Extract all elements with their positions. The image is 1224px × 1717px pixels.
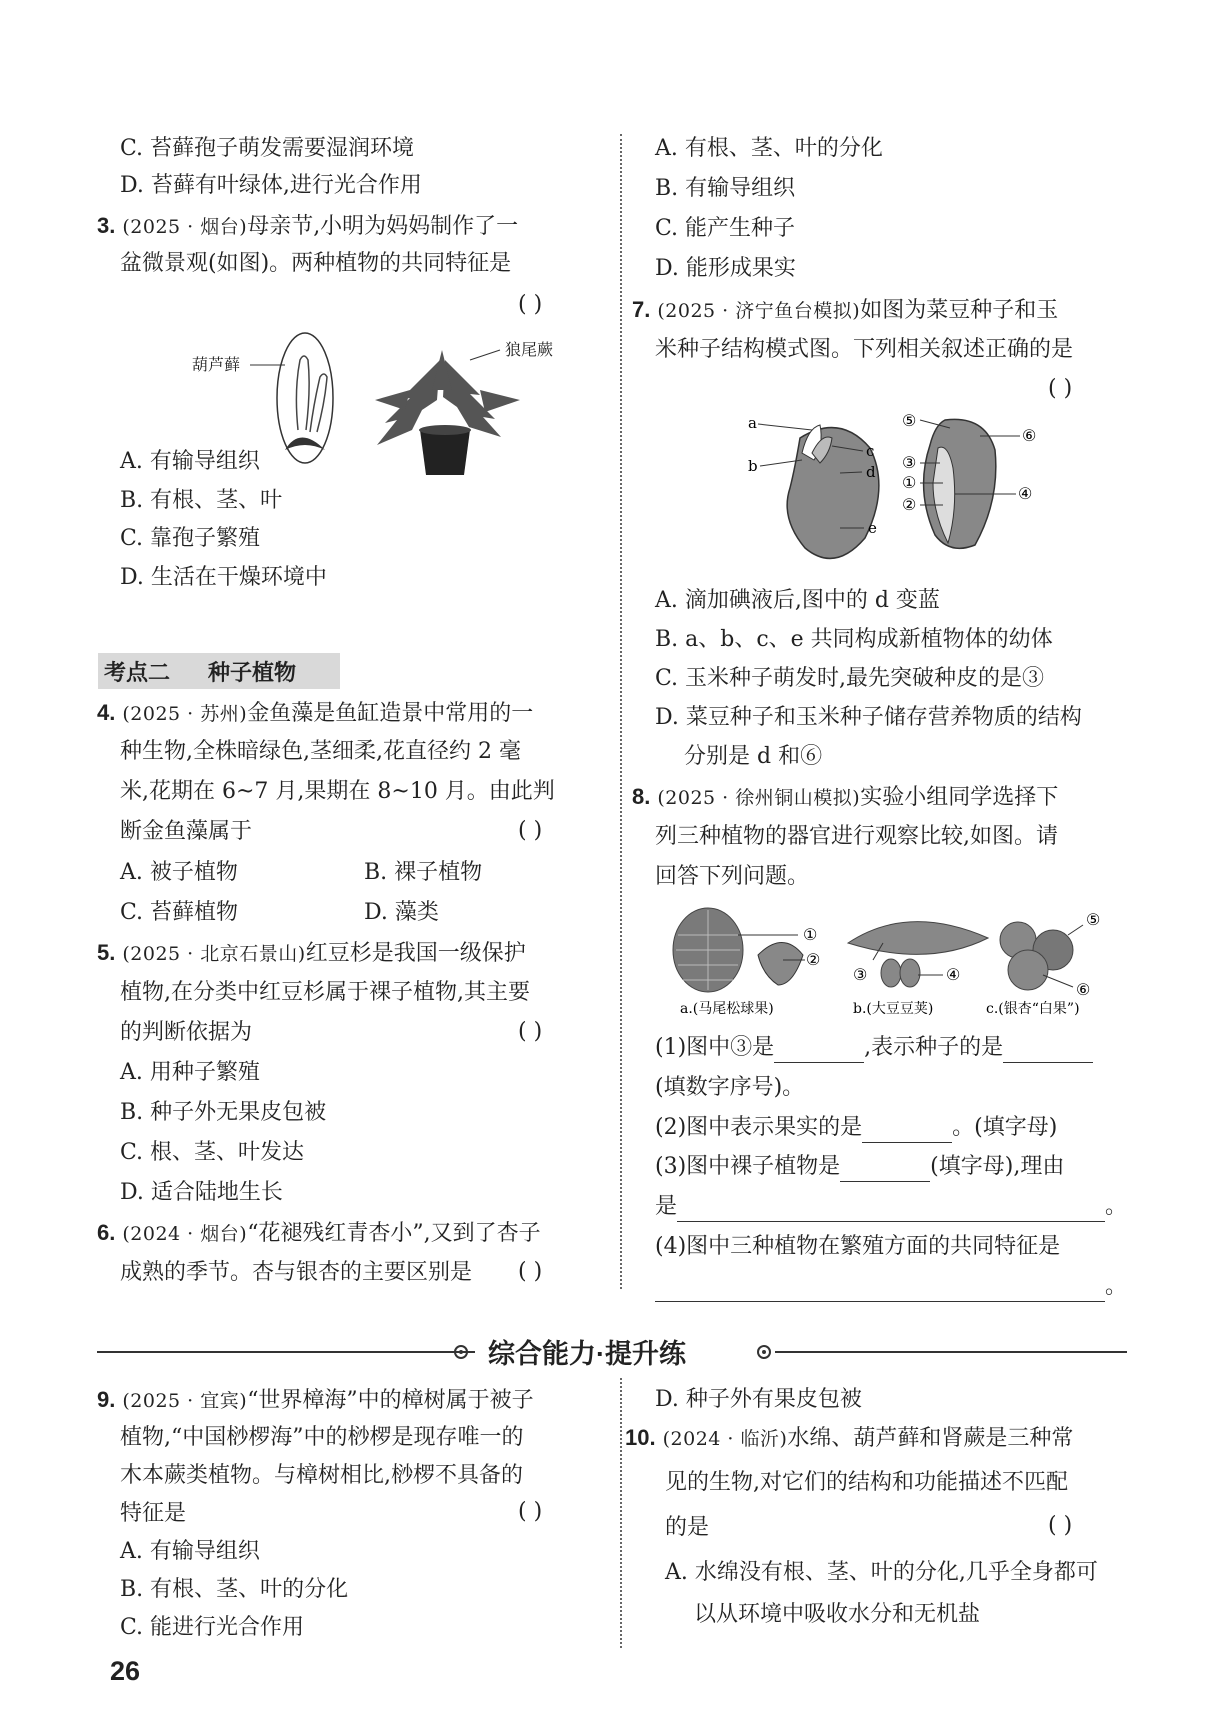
q3-text-1: 母亲节,小明为妈妈制作了一 [247, 214, 519, 239]
q7-option-d-2: 分别是 d 和⑥ [684, 744, 823, 769]
q10-source: (2024 · 临沂) [662, 1428, 788, 1450]
q5-option-a: A. 用种子繁殖 [120, 1060, 260, 1085]
q7-answer-bracket: ( ) [1048, 376, 1073, 401]
q6-number: 6 [97, 1220, 110, 1245]
q8-organ-figure [668, 905, 1128, 1020]
q9-option-a: A. 有输导组织 [120, 1539, 260, 1564]
q8-mark-2: ② [806, 950, 821, 969]
q6-text-2: 成熟的季节。杏与银杏的主要区别是 [120, 1260, 473, 1285]
fern-label: 狼尾蕨 [505, 340, 554, 359]
q7-option-c: C. 玉米种子萌发时,最先突破种皮的是③ [655, 666, 1045, 691]
q9-stem: 9. (2025 · 宜宾)“世界樟海”中的樟树属于被子 [97, 1387, 534, 1413]
q8-mark-5: ⑤ [1086, 910, 1101, 929]
q9-answer-bracket: ( ) [518, 1499, 543, 1524]
column-divider-top [620, 134, 622, 1289]
q8-stem: 8. (2025 · 徐州铜山模拟)实验小组同学选择下 [632, 784, 1059, 810]
q4-option-d: D. 藻类 [364, 900, 439, 925]
q9-source: (2025 · 宜宾) [122, 1390, 248, 1412]
q4-stem: 4. (2025 · 苏州)金鱼藻是鱼缸造景中常用的一 [97, 700, 534, 726]
q5-text-1: 红豆杉是我国一级保护 [305, 941, 526, 966]
page-number: 26 [110, 1656, 141, 1686]
q4-text-3: 米,花期在 6~7 月,果期在 8~10 月。由此判 [120, 779, 555, 804]
q8-blank-6[interactable] [655, 1277, 1105, 1302]
q8-caption-b: b.(大豆豆荚) [853, 1001, 934, 1017]
q7-text-1: 如图为菜豆种子和玉 [860, 298, 1059, 323]
q8-part-2: (2)图中表示果实的是 。(填字母) [655, 1113, 1057, 1143]
q8-part-1: (1)图中③是 ,表示种子的是 [655, 1033, 1093, 1063]
q8-blank-2[interactable] [1003, 1038, 1093, 1063]
banner-rule-left [97, 1351, 475, 1353]
section-tag: 考点二 [104, 660, 171, 685]
q7-seed-diagram [740, 408, 1050, 568]
q2-option-c: C. 苔藓孢子萌发需要湿润环境 [120, 136, 415, 161]
q3-number: 3 [97, 213, 110, 238]
q5-number: 5 [97, 940, 110, 965]
q6-option-d: D. 能形成果实 [655, 256, 796, 281]
q9-option-b: B. 有根、茎、叶的分化 [120, 1577, 349, 1602]
q6-option-c: C. 能产生种子 [655, 216, 796, 241]
q10-option-a-2: 以从环境中吸收水分和无机盐 [694, 1602, 981, 1627]
corn-label-5: ⑤ [902, 411, 917, 430]
q4-text-1: 金鱼藻是鱼缸造景中常用的一 [247, 701, 534, 726]
q8-part-4-answer: 。 [655, 1272, 1127, 1302]
q8-part-3: (3)图中裸子植物是 (填字母),理由 [655, 1152, 1064, 1182]
q8-caption-c: c.(银杏“白果”) [986, 1001, 1080, 1017]
section-header [98, 653, 340, 689]
q6-text-1: “花褪残红青杏小”,又到了杏子 [247, 1221, 541, 1246]
q8-mark-4: ④ [946, 965, 961, 984]
q9-option-c: C. 能进行光合作用 [120, 1615, 305, 1640]
q8-part-1-note: (填数字序号)。 [655, 1075, 805, 1100]
q5-option-b: B. 种子外无果皮包被 [120, 1100, 327, 1125]
q7-text-2: 米种子结构模式图。下列相关叙述正确的是 [655, 337, 1074, 362]
q7-stem: 7. (2025 · 济宁鱼台模拟)如图为菜豆种子和玉 [632, 297, 1059, 323]
q4-text-2: 种生物,全株暗绿色,茎细柔,花直径约 2 毫 [120, 739, 521, 764]
bean-label-c: c [866, 442, 875, 460]
moss-label: 葫芦藓 [192, 355, 241, 374]
q4-source: (2025 · 苏州) [122, 703, 248, 725]
q9-text-4: 特征是 [120, 1501, 187, 1526]
q9-text-2: 植物,“中国桫椤海”中的桫椤是现存唯一的 [120, 1425, 524, 1450]
q8-blank-5[interactable] [677, 1197, 1105, 1222]
corn-label-2: ② [902, 495, 917, 514]
banner-title: 综合能力·提升练 [488, 1339, 686, 1369]
q6-answer-bracket: ( ) [518, 1259, 543, 1284]
q8-text-3: 回答下列问题。 [655, 864, 810, 889]
q3-answer-bracket: ( ) [518, 292, 543, 317]
q5-option-c: C. 根、茎、叶发达 [120, 1140, 305, 1165]
q6-option-a: A. 有根、茎、叶的分化 [655, 136, 883, 161]
q5-source: (2025 · 北京石景山) [122, 943, 306, 965]
q4-option-c: C. 苔藓植物 [120, 900, 239, 925]
q8-text-1: 实验小组同学选择下 [860, 785, 1059, 810]
section-title: 种子植物 [208, 660, 297, 685]
q10-stem: 10. (2024 · 临沂)水绵、葫芦藓和肾蕨是三种常 [625, 1425, 1074, 1451]
column-divider-bottom [620, 1378, 622, 1648]
q5-answer-bracket: ( ) [518, 1019, 543, 1044]
q10-text-1: 水绵、葫芦藓和肾蕨是三种常 [787, 1426, 1074, 1451]
bean-label-d: d [866, 463, 876, 481]
q3-option-c: C. 靠孢子繁殖 [120, 526, 261, 551]
q2-option-d: D. 苔藓有叶绿体,进行光合作用 [120, 173, 422, 198]
bean-label-e: e [868, 519, 877, 537]
q7-option-b: B. a、b、c、e 共同构成新植物体的幼体 [655, 627, 1053, 652]
q9-text-3: 木本蕨类植物。与樟树相比,桫椤不具备的 [120, 1463, 523, 1488]
q10-answer-bracket: ( ) [1048, 1513, 1073, 1538]
q6-stem: 6. (2024 · 烟台)“花褪残红青杏小”,又到了杏子 [97, 1220, 541, 1246]
q9-option-d: D. 种子外有果皮包被 [655, 1387, 862, 1412]
q8-blank-4[interactable] [840, 1157, 930, 1182]
q7-option-d: D. 菜豆种子和玉米种子储存营养物质的结构 [655, 705, 1082, 730]
q8-blank-3[interactable] [862, 1118, 952, 1143]
q9-number: 9 [97, 1387, 110, 1412]
corn-label-6: ⑥ [1022, 426, 1037, 445]
banner-ring-icon-right [755, 1343, 775, 1361]
q4-option-a: A. 被子植物 [120, 860, 238, 885]
q8-mark-3: ③ [853, 965, 868, 984]
q8-blank-1[interactable] [774, 1038, 864, 1063]
q5-option-d: D. 适合陆地生长 [120, 1180, 283, 1205]
q8-number: 8 [632, 784, 645, 809]
q10-number: 10 [625, 1425, 650, 1450]
q10-option-a: A. 水绵没有根、茎、叶的分化,几乎全身都可 [665, 1560, 1098, 1585]
q4-text-4: 断金鱼藻属于 [120, 819, 253, 844]
q8-mark-6: ⑥ [1076, 980, 1091, 999]
q4-option-b: B. 裸子植物 [364, 860, 483, 885]
q7-source: (2025 · 济宁鱼台模拟) [657, 300, 861, 322]
q6-option-b: B. 有输导组织 [655, 176, 796, 201]
q7-number: 7 [632, 297, 645, 322]
q10-text-3: 的是 [665, 1515, 710, 1540]
bean-label-a: a [748, 414, 757, 432]
bean-label-b: b [748, 457, 758, 475]
q10-text-2: 见的生物,对它们的结构和功能描述不匹配 [665, 1470, 1068, 1495]
q4-answer-bracket: ( ) [518, 818, 543, 843]
q3-source: (2025 · 烟台) [122, 216, 248, 238]
q8-source: (2025 · 徐州铜山模拟) [657, 787, 861, 809]
q3-text-2: 盆微景观(如图)。两种植物的共同特征是 [120, 251, 512, 276]
q8-mark-1: ① [803, 925, 818, 944]
q8-text-2: 列三种植物的器官进行观察比较,如图。请 [655, 824, 1058, 849]
q8-part-4: (4)图中三种植物在繁殖方面的共同特征是 [655, 1234, 1061, 1259]
corn-label-4: ④ [1018, 484, 1033, 503]
q4-number: 4 [97, 700, 110, 725]
corn-label-1: ① [902, 473, 917, 492]
q3-option-a: A. 有输导组织 [120, 449, 260, 474]
q8-caption-a: a.(马尾松球果) [680, 1001, 774, 1017]
banner-rule-right [775, 1351, 1127, 1353]
q7-option-a: A. 滴加碘液后,图中的 d 变蓝 [655, 588, 940, 613]
q8-part-3-reason: 是 。 [655, 1192, 1127, 1222]
corn-label-3: ③ [902, 453, 917, 472]
q3-option-d: D. 生活在干燥环境中 [120, 565, 327, 590]
q9-text-1: “世界樟海”中的樟树属于被子 [247, 1388, 534, 1413]
banner-ring-icon-left [452, 1343, 472, 1361]
q3-option-b: B. 有根、茎、叶 [120, 488, 283, 513]
q5-text-2: 植物,在分类中红豆杉属于裸子植物,其主要 [120, 980, 530, 1005]
q3-stem: 3. (2025 · 烟台)母亲节,小明为妈妈制作了一 [97, 213, 519, 239]
q5-text-3: 的判断依据为 [120, 1020, 253, 1045]
q6-source: (2024 · 烟台) [122, 1223, 248, 1245]
q5-stem: 5. (2025 · 北京石景山)红豆杉是我国一级保护 [97, 940, 526, 966]
